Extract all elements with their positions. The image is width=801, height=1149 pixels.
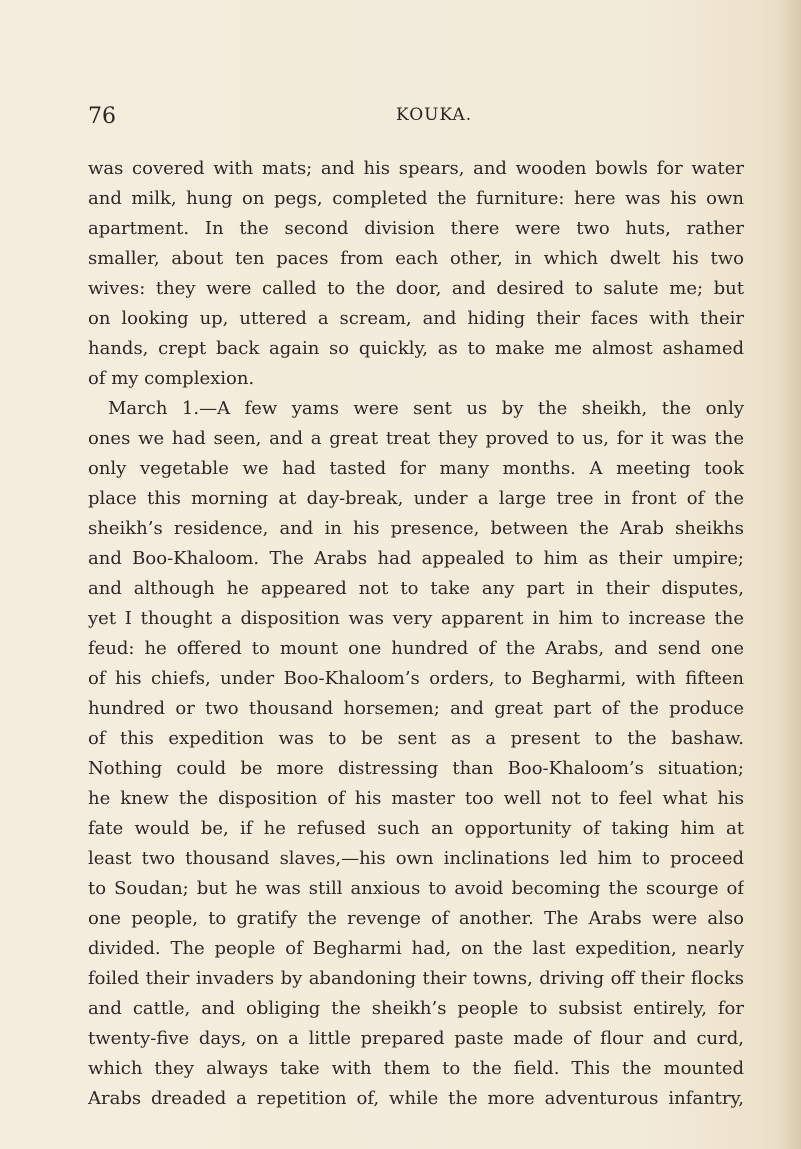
page-edge-shadow: [779, 0, 801, 1149]
text-line: one people, to gratify the revenge of another. The Arabs were also: [88, 908, 744, 929]
text-line: on looking up, uttered a scream, and hiding their faces with their: [88, 308, 744, 329]
body-text: [88, 154, 744, 1114]
text-line: ones we had seen, and a great treat they proved to us, for it was the: [88, 428, 744, 449]
text-line: feud: he offered to mount one hundred of the Arabs, and send one: [88, 638, 744, 659]
text-line: wives: they were called to the door, and desired to salute me; but: [88, 278, 744, 299]
text-line: divided. The people of Begharmi had, on the last expedition, nearly: [88, 938, 744, 959]
text-line: of my complexion.: [88, 368, 255, 389]
text-line: was covered with mats; and his spears, and wooden bowls for water: [88, 158, 744, 179]
text-line: apartment. In the second division there were two huts, rather: [88, 218, 744, 239]
text-line: March 1.—A few yams were sent us by the sheikh, the only: [108, 398, 744, 419]
text-line: Nothing could be more distressing than Boo-Khaloom’s situation;: [88, 758, 744, 779]
text-line: which they always take with them to the field. This the mounted: [88, 1058, 744, 1079]
text-line: least two thousand slaves,—his own inclinations led him to proceed: [88, 848, 744, 869]
text-line: and milk, hung on pegs, completed the furniture: here was his own: [88, 188, 744, 209]
text-line: place this morning at day-break, under a large tree in front of the: [88, 488, 744, 509]
text-line: smaller, about ten paces from each other, in which dwelt his two: [88, 248, 744, 269]
text-line: and although he appeared not to take any part in their disputes,: [88, 578, 744, 599]
text-line: hands, crept back again so quickly, as to make me almost ashamed: [88, 338, 744, 359]
text-line: foiled their invaders by abandoning their towns, driving off their flocks: [88, 968, 744, 989]
text-line: yet I thought a disposition was very apparent in him to increase the: [88, 608, 744, 629]
text-line: Arabs dreaded a repetition of, while the more adventurous infantry,: [88, 1088, 744, 1109]
text-line: twenty-five days, on a little prepared paste made of flour and curd,: [88, 1028, 744, 1049]
text-line: he knew the disposition of his master too well not to feel what his: [88, 788, 744, 809]
text-line: and Boo-Khaloom. The Arabs had appealed to him as their umpire;: [88, 548, 744, 569]
text-line: to Soudan; but he was still anxious to avoid becoming the scourge of: [88, 878, 744, 899]
text-line: sheikh’s residence, and in his presence, between the Arab sheikhs: [88, 518, 744, 539]
text-line: of this expedition was to be sent as a present to the bashaw.: [88, 728, 744, 749]
text-line: hundred or two thousand horsemen; and great part of the produce: [88, 698, 744, 719]
text-line: and cattle, and obliging the sheikh’s people to subsist entirely, for: [88, 998, 744, 1019]
page-number: 76: [88, 104, 116, 129]
running-title: KOUKA.: [396, 105, 473, 125]
text-line: only vegetable we had tasted for many months. A meeting took: [88, 458, 744, 479]
text-line: of his chiefs, under Boo-Khaloom’s orders, to Begharmi, with fifteen: [88, 668, 744, 689]
text-line: fate would be, if he refused such an opportunity of taking him at: [88, 818, 744, 839]
running-head: [88, 104, 738, 134]
